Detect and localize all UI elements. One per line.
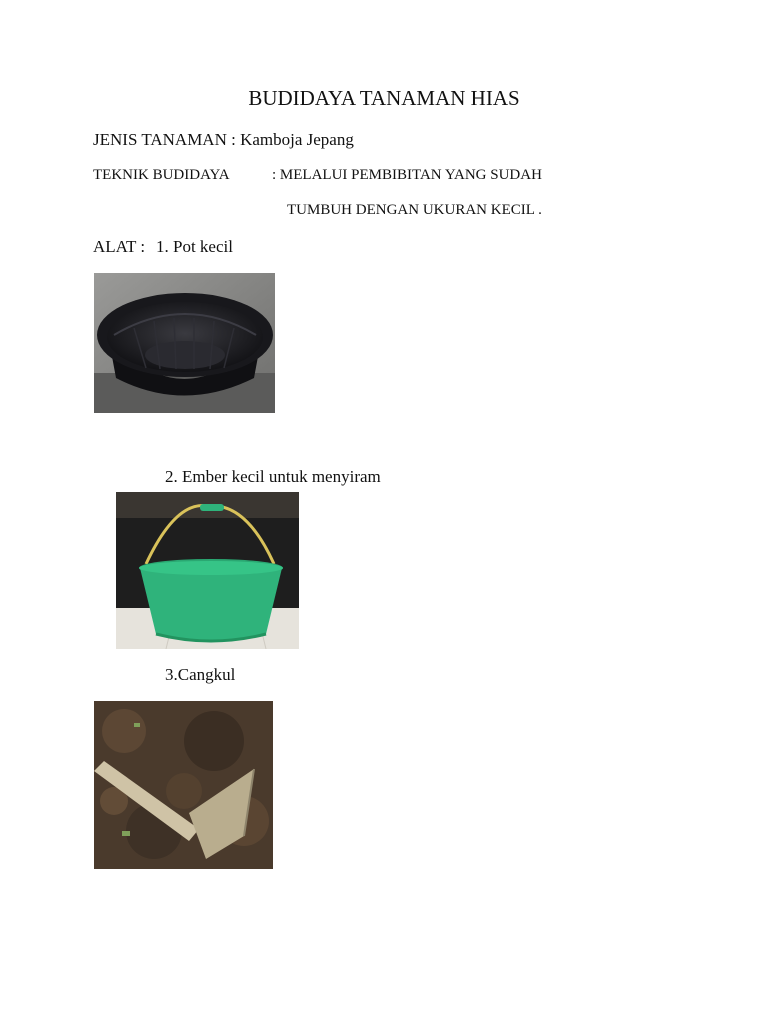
technique-label: TEKNIK BUDIDAYA (93, 167, 230, 183)
tool-item-bucket: 2. Ember kecil untuk menyiram (165, 467, 381, 486)
tools-label: ALAT : (93, 237, 146, 256)
pot-image (94, 273, 275, 413)
plant-type-line: JENIS TANAMAN : Kamboja Jepang (93, 130, 354, 149)
bucket-image (116, 492, 299, 649)
hoe-image (94, 701, 273, 869)
technique-value-continuation: TUMBUH DENGAN UKURAN KECIL . (287, 202, 542, 218)
tool-item-pot: 1. Pot kecil (156, 237, 233, 256)
document-title: BUDIDAYA TANAMAN HIAS (248, 86, 520, 110)
technique-value: : MELALUI PEMBIBITAN YANG SUDAH (272, 167, 542, 183)
tool-item-hoe: 3.Cangkul (165, 665, 236, 684)
